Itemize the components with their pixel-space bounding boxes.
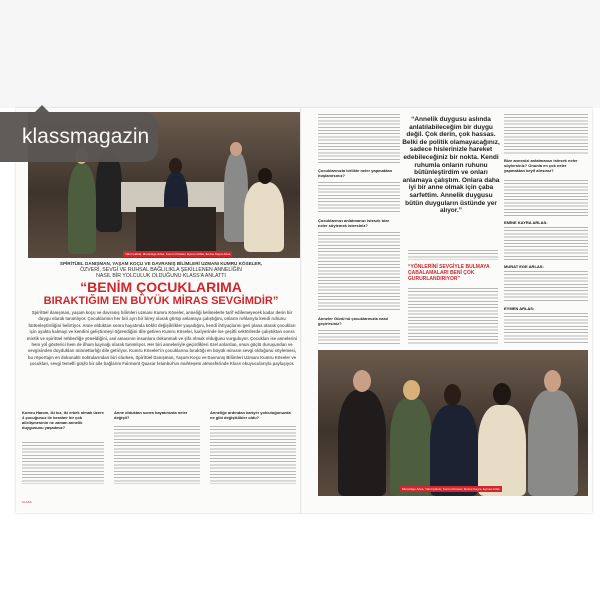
body-text-column (318, 330, 400, 344)
person-figure (68, 164, 96, 254)
lede-line-1: SPİRİTÜEL DANIŞMAN, YAŞAM KOÇU VE DAVRANIŞ BİLİMLERİ UZMANI KUMRU KÖSELER, (59, 261, 263, 266)
speaker-label: MURAT EGE ARLAS: (504, 264, 544, 269)
body-text-column (22, 442, 104, 484)
person-figure (430, 405, 478, 496)
photo-caption: Yakıt Çabuk, Murat Ege Arlas, Kumru Köseler, Eymen Arlas, Emine Kayra Arlas (125, 252, 231, 256)
person-head (258, 168, 272, 184)
body-text-column (504, 114, 588, 154)
person-head (169, 158, 182, 174)
person-figure (244, 182, 284, 252)
headline-line-2: BIRAKTIĞIM EN BÜYÜK MİRAS SEVGİMDİR” (43, 295, 279, 307)
instagram-account-tag[interactable]: klassmagazin (0, 112, 158, 162)
pull-quote: “Annelik duygusu aslında anlatılabileceğim bir duygu değil. Çok derin, çok hassas. Belki de politik olamayacağınız, sadece hislerinizle hareket edebileceğiniz bir nokta. Kendi ruhumla onların ruhunu bütünleştirdim ve onları anlamaya çalıştım. Onlara daha iyi bir anne olmak için çaba sarfettim. Annelik duygusu bütün duyguların üstünde yer alıyor.” (402, 116, 500, 215)
person-figure (478, 405, 526, 496)
page-footer: KLASS (22, 500, 32, 504)
family-photo-standing[interactable] (318, 350, 588, 496)
question-heading: Anneler Günü'nü çocuklarınızla nasıl geçirirsiniz? (318, 316, 389, 326)
body-text-column (408, 250, 498, 260)
question-heading: Bize annenizi anlatmanızı istesek neler söylersiniz? Onunla en çok neler yapmaktan keyif alırsınız? (504, 158, 578, 173)
red-subheading: “YÖNLERİNİ SEVGİYLE BULMAYA ÇABALAMALARI BENİ ÇOK GURURLANDIRIYOR” (408, 264, 490, 282)
page-gutter (300, 108, 302, 513)
body-text-column (210, 426, 296, 484)
lede-line-2: ÖZVERİ, SEVGİ VE RUHSAL BAĞLILIKLA ŞEKİLLENEN ANNELİĞİN (80, 267, 242, 273)
body-text-column (504, 313, 588, 344)
body-text-column (114, 426, 200, 484)
body-text-column (504, 180, 588, 216)
person-figure (390, 398, 432, 496)
background (0, 0, 600, 108)
person-head (493, 383, 511, 405)
question-heading: Anne olduktan sonra hayatınızda neler değişti? (114, 410, 188, 420)
person-head (444, 384, 461, 406)
body-text-column (318, 114, 400, 164)
person-head (403, 380, 420, 400)
person-head (230, 142, 242, 156)
question-heading: Çocuklarınızla birlikte neler yapmaktan hoşlanırsınız? (318, 168, 393, 178)
person-figure (338, 390, 386, 496)
person-figure (528, 390, 578, 496)
speaker-label: EMİNE KAYRA ARLAS: (504, 220, 548, 225)
body-text-column (318, 182, 400, 214)
intro-paragraph: Spiritüel danışman, yaşam koçu ve davranış bilimleri uzmanı Kumru Köseler, anneliği kelimelerle tarif edilemeyecek kadar derin bir duygu olarak tanımlıyor. Çocuklarının her biri ayrı bir birey olarak görüp anlamaya çalıştığını, onların ruhlarıyla kendi ruhunu bütünleştirdiğini belirtiyor. Anne olduktan sonra hayatında köklü değişiklikler yaşadığını, kendi ihtiyaçlarını geri plana atarak çocukları için ayakta kalmayı ve kendini geliştirmeyi öğrendiğini dile getiren Kumru Köseler, kariyerinde ise çeşitli sektörlerde çalıştıktan sonra mistik ve spiritüel rehberliğe yöneldiğini, asıl amacının insanlara dokunmak ve şifa olmak olduğunu vurguluyor. Çocukları ise annelerini hem yol gösterici hem de ilham kaynağı olarak tanımlıyor. Her biri anneleriyle geçirdikleri özel anlardan, onun güçlü duruşundan ve sevgisinden duydukları minnettarlığı dile getiriyor. Kumru Köseler'in çocuklarına bıraktığı en büyük mirasın sevgi olduğunu söylemesi, bu röportajın en dokunaklı noktalarından biri olurken, Spiritüel Danışman, Yaşam Koçu ve Davranış Bilimleri Uzmanı Kumru Köseler ve çocukları, sevgi temelli güçlü bir aile bağlarını Fairmont Quasar İstanbul'un muhteşem atmosferinde Klass okuyucularıyla paylaşıyor. (26, 310, 298, 367)
headline-line-1: “BENİM ÇOCUKLARIMA (80, 279, 242, 295)
body-text-column (408, 288, 498, 344)
body-text-column (318, 232, 400, 312)
person-head (544, 370, 561, 392)
photo-caption: Murat Ege Arlas, Yakıt Çabuk, Kumru Köseler, Emine Kayra, Eymen Arlas (402, 487, 500, 491)
body-text-column (504, 227, 588, 260)
body-text-column (504, 271, 588, 302)
question-heading: Kumru Hanım, iki kız, iki erkek olmak üzere 4 çocuğunuz ile beraber bir çok ailelişmesinin ne zaman annelik duygusunu yaşadınız? (22, 410, 104, 430)
question-heading: Çocuklarınızı anlatmanızı istesek bize neler söylemek istersiniz? (318, 218, 390, 228)
lede-line-3: NASIL BİR YOLCULUK OLDUĞUNU KLASS'A ANLATTI (96, 273, 226, 279)
question-heading: Anneliğe ardından kariyer yolculuğunuzda ne gibi değişiklikler oldu? (210, 410, 291, 420)
person-figure (96, 152, 122, 232)
person-head (353, 370, 371, 392)
coffee-table (136, 207, 216, 253)
speaker-label: EYMEN ARLAS: (504, 306, 535, 311)
